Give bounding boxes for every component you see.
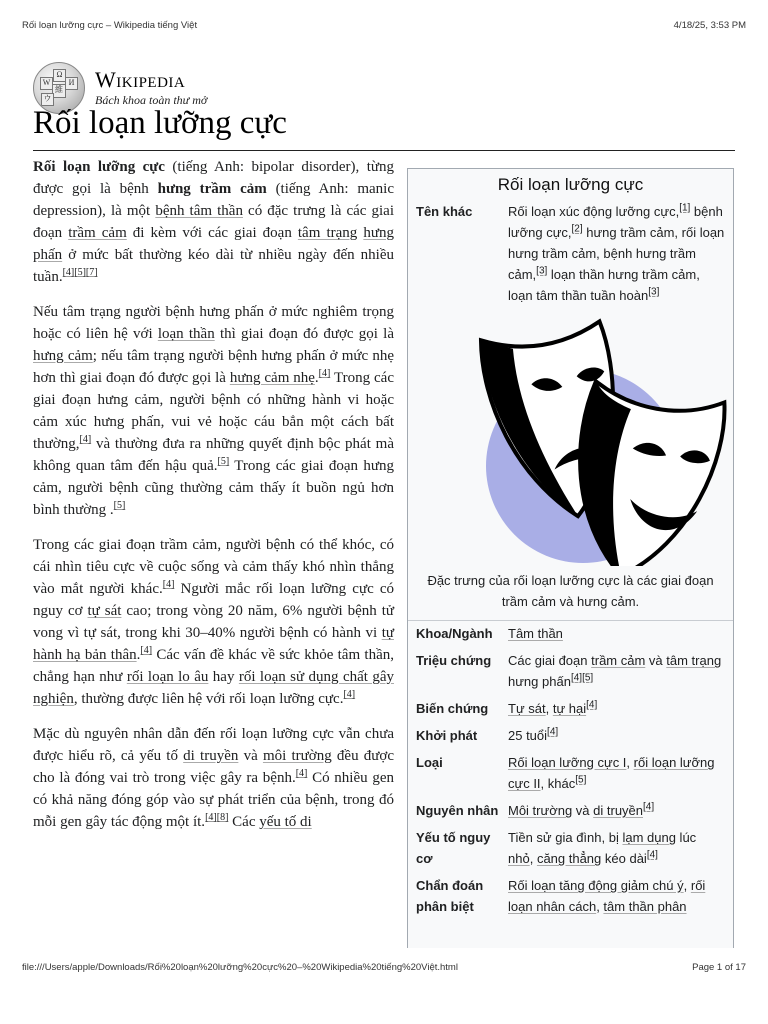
- infobox-label: Chẩn đoán phân biệt: [416, 878, 484, 914]
- paragraph-4: [33, 723, 394, 833]
- bold-term: Rối loạn lưỡng cực: [33, 159, 165, 175]
- theatre-masks-icon: [408, 314, 733, 566]
- infobox-value: [508, 650, 725, 692]
- text: ,: [596, 899, 604, 914]
- text: Rối loạn xúc động lưỡng cực,: [508, 204, 680, 219]
- text: (tiếng Anh: bipolar disorder), từng được gọi là bệnh: [33, 159, 394, 197]
- print-header: [22, 20, 746, 31]
- text: ,: [626, 755, 634, 770]
- infobox-row-complications: [408, 696, 733, 723]
- link-yeu-to-di[interactable]: yếu tố di: [259, 814, 312, 830]
- citation-ref[interactable]: [4]: [646, 849, 658, 861]
- paragraph-1: [33, 156, 394, 288]
- text: Mặc dù nguyên nhân dẫn đến rối loạn lưỡng cực vẫn chưa được hiểu rõ, cả yếu tố: [33, 726, 394, 764]
- text: Trong các giai đoạn hưng cảm, người bệnh cũng thường cảm thấy ít buồn ngủ hơn bình thường .: [33, 458, 394, 518]
- article-body: [33, 156, 394, 846]
- print-footer: [22, 962, 746, 973]
- infobox: [407, 168, 734, 948]
- print-footer-page: Page 1 of 17: [692, 962, 746, 973]
- text: (tiếng Anh: manic depression), là một: [33, 181, 394, 219]
- text: Nếu tâm trạng người bệnh hưng phấn ở mức nghiêm trọng hoặc có liên hệ với: [33, 304, 394, 342]
- text: lúc: [675, 830, 697, 845]
- link-tu-sat[interactable]: Tự sát: [508, 701, 546, 716]
- text: thì giai đoạn đó được gọi là: [214, 326, 394, 342]
- text: đi kèm với các giai đoạn: [126, 225, 298, 241]
- image-caption: Đặc trưng của rối loạn lưỡng cực là các giai đoạn trầm cảm và hưng cảm.: [427, 573, 714, 609]
- text: và: [572, 803, 594, 818]
- text: 25 tuổi: [508, 728, 548, 743]
- infobox-value: [508, 752, 725, 794]
- print-footer-url: file:///Users/apple/Downloads/Rối%20loạn%20lưỡng%20cực%20–%20Wikipedia%20tiếng%20Việt.html: [22, 962, 458, 973]
- infobox-value: [508, 623, 725, 644]
- text: Trong các giai đoạn hưng cảm, người bệnh có những hành vi hoặc cảm xúc hưng phấn, vui vẻ hoặc cáu bẳn một cách bất thường,: [33, 370, 394, 452]
- link-tam-trang[interactable]: tâm trạng: [666, 653, 722, 668]
- title-divider: [33, 150, 735, 151]
- text: , thường được liên hệ với rối loạn lưỡng cực.: [73, 691, 344, 707]
- citation-ref[interactable]: [4]: [643, 801, 655, 813]
- citation-ref[interactable]: [4]: [79, 434, 92, 445]
- puzzle-piece: W: [40, 77, 53, 90]
- citation-ref[interactable]: [4]: [140, 645, 153, 656]
- text: cao; trong vòng 20 năm, 6% người bệnh tử vong vì tự sát, trong khi 30–40% người bệnh có hành vi: [33, 603, 394, 641]
- text: Tiền sử gia đình, bị: [508, 830, 623, 845]
- infobox-title: Rối loạn lưỡng cực: [497, 175, 644, 194]
- link-tram-cam[interactable]: trầm cảm: [68, 225, 127, 241]
- text: và: [238, 748, 263, 764]
- citation-ref[interactable]: [3]: [536, 265, 548, 277]
- wordmark: [95, 66, 208, 108]
- infobox-value: [508, 698, 725, 719]
- text: hưng trầm cảm, rối loạn hưng trầm cảm, bệnh hưng trầm cảm,: [508, 225, 725, 282]
- text: Các vấn đề khác về sức khỏe tâm thần, chẳng hạn như: [33, 647, 394, 685]
- link-tu-sat[interactable]: tự sát: [87, 603, 122, 619]
- infobox-row-causes: [408, 798, 733, 825]
- infobox-row-symptoms: [408, 648, 733, 696]
- link-bipolar-i[interactable]: Rối loạn lưỡng cực I: [508, 755, 627, 770]
- text: ,: [529, 851, 537, 866]
- text: ,: [545, 701, 553, 716]
- text: và thường đưa ra những quyết định bộc phát mà không quan tâm đến hậu quả.: [33, 436, 394, 474]
- link-nho[interactable]: nhỏ: [508, 851, 530, 866]
- infobox-value: [508, 201, 725, 306]
- text: Trong các giai đoạn trầm cảm, người bệnh có thể khóc, có cái nhìn tiêu cực về cuộc sống và cảm thấy khó nhìn thẳng vào mắt người khác.: [33, 537, 394, 597]
- text: Người mắc rối loạn lưỡng cực có nguy cơ: [33, 581, 394, 619]
- citation-ref[interactable]: [4]: [586, 699, 598, 711]
- citation-ref[interactable]: [4]: [547, 726, 559, 738]
- citation-ref[interactable]: [4]: [205, 812, 217, 823]
- infobox-value: [508, 875, 725, 917]
- link-roi-loan-lo-au[interactable]: rối loạn lo âu: [126, 669, 209, 685]
- infobox-label: Triệu chứng: [416, 653, 492, 668]
- citation-ref[interactable]: [5]: [582, 672, 594, 684]
- text: ; nếu tâm trạng người bệnh hưng phấn ở mức nhẹ hơn thì giai đoạn đó được gọi là: [33, 348, 394, 386]
- citation-ref[interactable]: [7]: [85, 267, 98, 278]
- print-header-title: Rối loạn lưỡng cực – Wikipedia tiếng Việt: [22, 20, 198, 31]
- puzzle-piece: ウ: [41, 93, 54, 106]
- text: Các: [228, 814, 260, 830]
- print-header-datetime: 4/18/25, 3:53 PM: [673, 20, 746, 31]
- paragraph-3: [33, 534, 394, 710]
- puzzle-piece: И: [65, 77, 78, 90]
- theatre-masks-image[interactable]: [408, 314, 733, 566]
- text: và: [645, 653, 667, 668]
- citation-ref[interactable]: [5]: [74, 267, 86, 278]
- citation-ref[interactable]: [3]: [648, 286, 660, 298]
- infobox-label: Khởi phát: [416, 728, 478, 743]
- link-roi-loan-nhan-cach[interactable]: rối loạn nhân cách: [508, 878, 706, 914]
- link-di-truyen[interactable]: di truyền: [593, 803, 644, 818]
- text: kéo dài: [601, 851, 647, 866]
- infobox-row-types: [408, 750, 733, 798]
- citation-ref[interactable]: [4]: [162, 579, 175, 590]
- infobox-label: Biến chứng: [416, 701, 489, 716]
- citation-ref[interactable]: [2]: [571, 223, 583, 235]
- infobox-value: [508, 827, 725, 869]
- bold-term: hưng trầm cảm: [157, 181, 267, 197]
- puzzle-piece: 維: [52, 84, 66, 98]
- link-lam-dung[interactable]: lạm dụng: [622, 830, 676, 845]
- infobox-label: Yếu tố nguy cơ: [416, 830, 491, 866]
- text: ở mức bất thường kéo dài từ nhiều ngày đến nhiều tuần.: [33, 247, 394, 285]
- citation-ref[interactable]: [5]: [217, 456, 230, 467]
- text: hưng phấn: [508, 674, 571, 689]
- citation-ref[interactable]: [4]: [570, 672, 583, 684]
- link-tam-than-phan-liet[interactable]: tâm thần phân: [603, 899, 687, 914]
- link-benh-tam-than[interactable]: bệnh tâm thần: [155, 203, 243, 219]
- citation-ref[interactable]: [5]: [113, 500, 126, 511]
- link-di-truyen[interactable]: di truyền: [183, 748, 239, 764]
- link-tu-hanh-ha-ban-than[interactable]: tự hành hạ bản thân: [33, 625, 394, 663]
- infobox-value: [508, 725, 725, 746]
- puzzle-piece: Ω: [53, 69, 66, 82]
- text: Có nhiều gen có khả năng đóng góp vào sự phát triển của bệnh, trong đó mỗi gen gây tác động một ít.: [33, 770, 394, 830]
- infobox-label: Tên khác: [416, 204, 473, 219]
- text: có đặc trưng là các giai đoạn: [33, 203, 394, 241]
- text: , khác: [540, 776, 576, 791]
- citation-ref[interactable]: [4]: [62, 267, 75, 278]
- infobox-label: Nguyên nhân: [416, 803, 499, 818]
- tagline: Bách khoa toàn thư mở: [95, 92, 208, 107]
- text: đều được cho là đóng vai trò trong việc gây ra bệnh.: [33, 748, 394, 786]
- link-tu-hai[interactable]: tự hại: [552, 701, 587, 716]
- citation-ref[interactable]: [4]: [343, 689, 356, 700]
- link-loan-than[interactable]: loạn thần: [157, 326, 215, 342]
- page-title: Rối loạn lưỡng cực: [33, 105, 287, 141]
- link-moi-truong[interactable]: Môi trường: [508, 803, 573, 818]
- link-adhd[interactable]: Rối loạn tăng động giảm chú ý: [508, 878, 684, 893]
- infobox-row-onset: [408, 723, 733, 750]
- link-hung-cam-nhe[interactable]: hưng cảm nhẹ: [229, 370, 315, 386]
- infobox-row-other-names: [408, 199, 733, 310]
- link-roi-loan-su-dung-chat[interactable]: rối loạn sử dụng chất gây nghiện: [33, 669, 394, 707]
- citation-ref[interactable]: [4]: [318, 368, 331, 379]
- link-tam-trang[interactable]: tâm trạng: [297, 225, 358, 241]
- link-hung-phan[interactable]: hưng phấn: [33, 225, 394, 263]
- link-bipolar-ii[interactable]: rối loạn lưỡng cực II: [508, 755, 715, 791]
- text: hay: [208, 669, 239, 685]
- text: bệnh lưỡng cực,: [508, 204, 723, 240]
- link-cang-thang[interactable]: căng thẳng: [536, 851, 602, 866]
- infobox-value: [508, 800, 725, 821]
- wordmark-text: Wikipedia: [95, 66, 186, 92]
- link-moi-truong[interactable]: môi trường: [262, 748, 332, 764]
- link-tram-cam[interactable]: trầm cảm: [591, 653, 646, 668]
- text: .: [136, 647, 141, 663]
- citation-ref[interactable]: [5]: [575, 774, 587, 786]
- infobox-label: Khoa/Ngành: [416, 626, 493, 641]
- text: Các giai đoạn: [508, 653, 592, 668]
- paragraph-2: [33, 301, 394, 521]
- link-tam-than[interactable]: Tâm thần: [508, 626, 563, 641]
- infobox-label: Loại: [416, 755, 443, 770]
- citation-ref[interactable]: [1]: [679, 202, 691, 214]
- citation-ref[interactable]: [4]: [295, 768, 308, 779]
- infobox-row-specialty: [408, 621, 733, 648]
- text: .: [314, 370, 319, 386]
- link-hung-cam[interactable]: hưng cảm: [33, 348, 93, 364]
- infobox-row-differential: [408, 873, 733, 921]
- infobox-row-risk-factors: [408, 825, 733, 873]
- citation-ref[interactable]: [8]: [216, 812, 229, 823]
- text: ,: [683, 878, 691, 893]
- text: loạn thần hưng trầm cảm, loạn tâm thần tuần hoàn: [508, 267, 700, 303]
